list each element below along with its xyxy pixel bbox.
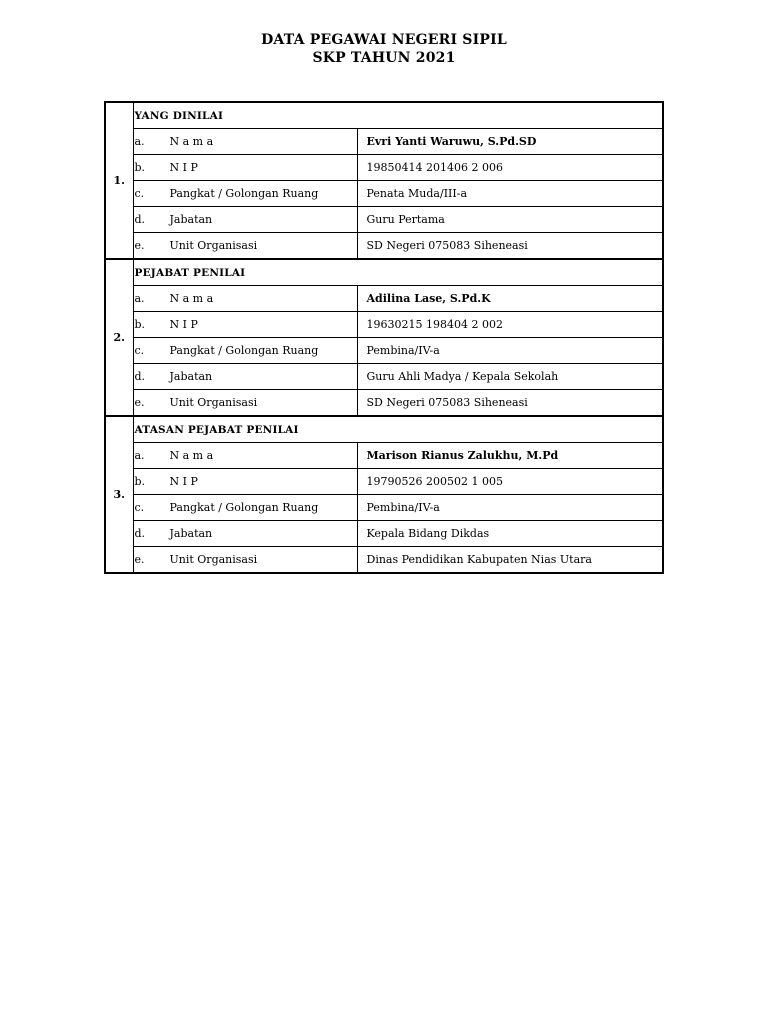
section-number-label: 1. — [113, 174, 125, 187]
field-label-cell — [133, 233, 357, 260]
field-label-cell — [133, 390, 357, 417]
table-row — [105, 364, 663, 390]
table-row — [105, 469, 663, 495]
field-label-cell — [133, 469, 357, 495]
field-label-cell — [133, 521, 357, 547]
field-label-cell — [133, 547, 357, 574]
table-row — [105, 129, 663, 155]
field-letter: d. — [134, 370, 146, 383]
field-value: Penata Muda/III-a — [357, 181, 663, 207]
field-value: Guru Ahli Madya / Kepala Sekolah — [357, 364, 663, 390]
table-row — [105, 443, 663, 469]
section-number — [105, 102, 133, 259]
table-row — [105, 155, 663, 181]
field-label-cell — [133, 155, 357, 181]
section-heading: ATASAN PEJABAT PENILAI — [133, 416, 663, 443]
field-letter: b. — [134, 318, 146, 331]
field-letter: b. — [134, 475, 146, 488]
table-row — [105, 181, 663, 207]
table-row — [105, 521, 663, 547]
field-value: Marison Rianus Zalukhu, M.Pd — [357, 443, 663, 469]
field-label-cell — [133, 286, 357, 312]
table-body — [105, 102, 663, 573]
field-label: N I P — [169, 475, 198, 488]
field-label-cell — [133, 181, 357, 207]
section-number — [105, 259, 133, 416]
field-letter: b. — [134, 161, 146, 174]
field-label: Unit Organisasi — [169, 396, 258, 409]
section-number — [105, 416, 133, 573]
field-label-cell — [133, 364, 357, 390]
field-value: SD Negeri 075083 Siheneasi — [357, 233, 663, 260]
employee-data-table — [104, 101, 664, 574]
table-row — [105, 547, 663, 574]
section-heading-row — [105, 416, 663, 443]
field-label: N I P — [169, 318, 198, 331]
field-label: Unit Organisasi — [169, 553, 258, 566]
field-label-cell — [133, 129, 357, 155]
field-letter: d. — [134, 527, 146, 540]
field-value: Evri Yanti Waruwu, S.Pd.SD — [357, 129, 663, 155]
field-label: Jabatan — [169, 213, 213, 226]
field-label: Pangkat / Golongan Ruang — [169, 187, 319, 200]
section-heading: YANG DINILAI — [133, 102, 663, 129]
field-label-cell — [133, 443, 357, 469]
section-number-label: 2. — [113, 331, 125, 344]
field-letter: c. — [134, 501, 145, 514]
field-letter: a. — [134, 292, 145, 305]
field-label: Jabatan — [169, 370, 213, 383]
table-row — [105, 233, 663, 260]
field-label: N I P — [169, 161, 198, 174]
field-letter: a. — [134, 449, 145, 462]
field-value: Adilina Lase, S.Pd.K — [357, 286, 663, 312]
field-label-cell — [133, 207, 357, 233]
field-label: Pangkat / Golongan Ruang — [169, 344, 319, 357]
field-label-cell — [133, 495, 357, 521]
field-label: Jabatan — [169, 527, 213, 540]
field-value: Dinas Pendidikan Kabupaten Nias Utara — [357, 547, 663, 574]
field-value: 19850414 201406 2 006 — [357, 155, 663, 181]
field-value: 19630215 198404 2 002 — [357, 312, 663, 338]
field-label: Pangkat / Golongan Ruang — [169, 501, 319, 514]
table-row — [105, 338, 663, 364]
table-row — [105, 495, 663, 521]
table-row — [105, 207, 663, 233]
field-letter: e. — [134, 396, 145, 409]
field-value: 19790526 200502 1 005 — [357, 469, 663, 495]
section-heading-row — [105, 259, 663, 286]
document-subtitle: SKP TAHUN 2021 — [312, 50, 456, 66]
field-value: SD Negeri 075083 Siheneasi — [357, 390, 663, 417]
section-number-label: 3. — [113, 488, 125, 501]
field-letter: c. — [134, 187, 145, 200]
field-label-cell — [133, 312, 357, 338]
field-letter: d. — [134, 213, 146, 226]
field-value: Guru Pertama — [357, 207, 663, 233]
field-label: N a m a — [169, 449, 214, 462]
field-label-cell — [133, 338, 357, 364]
field-letter: e. — [134, 553, 145, 566]
table-row — [105, 390, 663, 417]
field-value: Pembina/IV-a — [357, 495, 663, 521]
field-value: Kepala Bidang Dikdas — [357, 521, 663, 547]
section-heading-row — [105, 102, 663, 129]
field-label: Unit Organisasi — [169, 239, 258, 252]
field-letter: a. — [134, 135, 145, 148]
field-value: Pembina/IV-a — [357, 338, 663, 364]
table-row — [105, 286, 663, 312]
field-label: N a m a — [169, 292, 214, 305]
document-title: DATA PEGAWAI NEGERI SIPIL — [261, 32, 507, 48]
field-letter: e. — [134, 239, 145, 252]
field-letter: c. — [134, 344, 145, 357]
table-row — [105, 312, 663, 338]
field-label: N a m a — [169, 135, 214, 148]
section-heading: PEJABAT PENILAI — [133, 259, 663, 286]
